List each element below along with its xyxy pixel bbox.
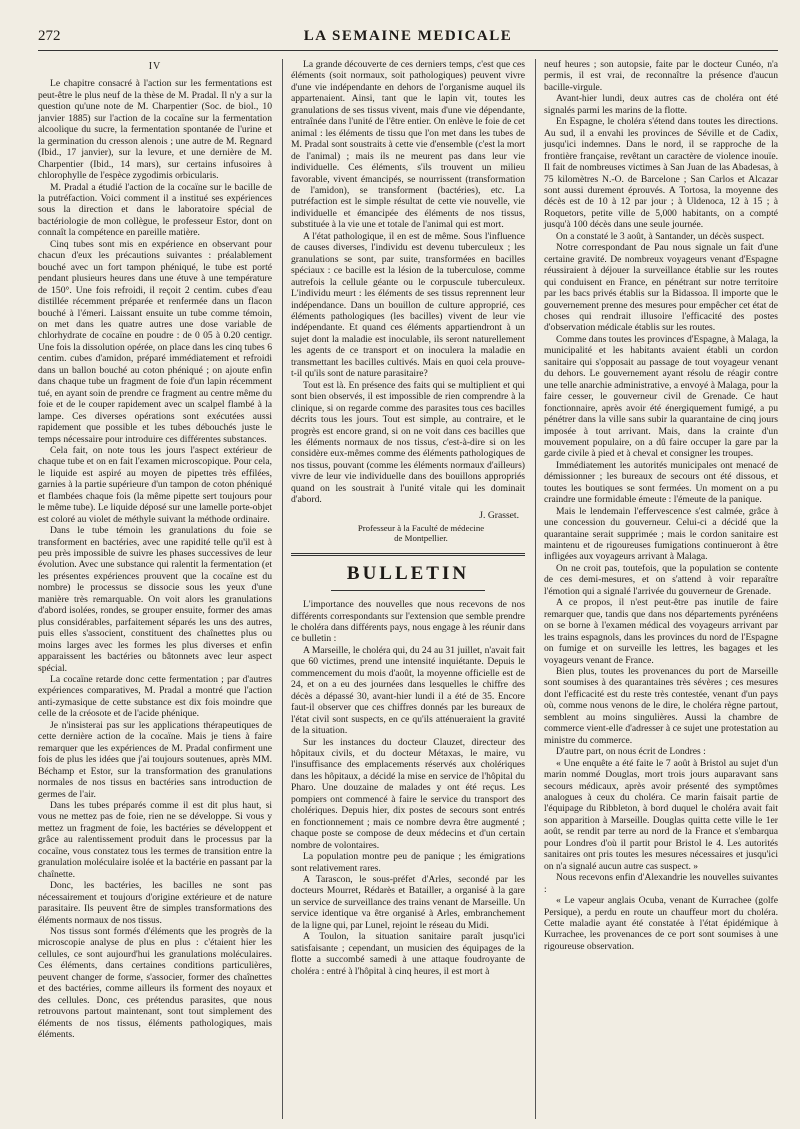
paragraph: A Toulon, la situation sanitaire paraît jusqu'ici satisfaisante ; cependant, un musicien des équipages de la flotte a succombé samedi à une attaque foudroyante de choléra : entré à l'hôpital à cinq heures, il est mort à: [291, 931, 525, 977]
journal-title: LA SEMAINE MEDICALE: [303, 28, 513, 44]
paragraph: Donc, les bactéries, les bacilles ne sont pas nécessairement et toujours d'origine extérieure et de nature parasitaire. Ils peuvent être de simples transformations des éléments normaux de nos tissus.: [38, 880, 272, 926]
paragraph: Cela fait, on note tous les jours l'aspect extérieur de chaque tube et on en fait l'examen microscopique. Pour cela, le liquide est aspiré au moyen de pipettes très effilées, garnies à la partie supérieure d'un tampon de coton phéniqué et flambées chaque fois (la même pipette sert toujours pour le même tube). Le liquide déposé sur une lamelle porte-objet est coloré au violet de méthyle suivant la méthode ordinaire.: [38, 444, 272, 525]
paragraph: Bien plus, toutes les provenances du port de Marseille sont soumises à des quarantaines très sévères ; ces mesures dont l'efficacité est du reste très contestée, venant d'un pays où, comme nous venons de le dire, le choléra règne partout, semblent au moins singulières. Aussi la chambre de commerce vient-elle d'adresser à ce sujet une protestation au ministre du commerce.: [544, 666, 778, 746]
text-columns: [38, 59, 778, 1119]
paragraph: Comme dans toutes les provinces d'Espagne, à Malaga, la municipalité et les habitants avaient établi un cordon sanitaire qui s'opposait au passage de tout voyageur venant du dehors. Le gouvernement ayant résolu de réagir contre une telle anarchie administrative, a envoyé à Malaga, pour la faire cesser, le gouverneur civil de Grenade. Ce haut fonctionnaire, après avoir été énergiquement fumigé, a pu pénétrer dans la ville sans subir la quarantaine de cinq jours imposée à tout arrivant. Mais, dans la crainte d'un mouvement populaire, on a dû faire occuper la gare par la garde civile à pied et à cheval et consigner les troupes.: [544, 333, 778, 460]
paragraph: A Tarascon, le sous-préfet d'Arles, secondé par les docteurs Mourret, Rédarès et Batailler, a organisé à la gare un service de surveillance des trains venant de Marseille. Un service identique va être organisé à Arles, embranchement de la ligne qui, par Lunel, rejoint le réseau du Midi.: [291, 874, 525, 931]
bulletin-heading: BULLETIN: [346, 563, 470, 585]
affiliation-line: Professeur à la Faculté de médecine: [357, 523, 485, 534]
paragraph: Nous recevons enfin d'Alexandrie les nouvelles suivantes :: [544, 872, 778, 895]
paragraph: D'autre part, on nous écrit de Londres :: [556, 746, 706, 758]
paragraph: Je n'insisterai pas sur les applications thérapeutiques de cette dernière action de la cocaïne. Mais je tiens à faire remarquer que les expériences de M. Pradal confirment une fois de plus les idées que j'ai toujours soutenues, après MM. Béchamp et Estor, sur la transformation des granulations normales de nos tissus en bactéries sans introduction de germes de l'air.: [38, 719, 272, 800]
paragraph: Immédiatement les autorités municipales ont menacé de démissionner ; les bureaux de secours ont été dissous, et toutes les boutiques se sont fermées. Un moment on a pu craindre une formidable émeute : l'émeute de la panique.: [544, 459, 778, 506]
heading-rule: [331, 590, 485, 591]
paragraph: Le chapitre consacré à l'action sur les fermentations est peut-être le plus neuf de la thèse de M. Pradal. Il n'y a sur la question qu'une note de M. Charpentier (Soc. de biol., 10 janvier 1885) sur l'action de la cocaïne sur la fermentation alcoolique du sucre, la fermentation spontanée de l'urine et la germination du cresson alenois ; une autre de M. Regnard (Ibid., 17 janvier), sur la levure, et une dernière de M. Charpentier (Ibid., 14 mars), sur certains infusoires à chlorophylle de l'espèce zygodimis orbicularis.: [38, 78, 272, 182]
section-divider: [291, 553, 525, 556]
paragraph: M. Pradal a étudié l'action de la cocaïne sur le bacille de la putréfaction. Voici comment il a institué ses expériences sous la direction et dans le laboratoire spécial de bactériologie de mon collègue, le professeur Estor, dont on connaît la compétence en pareille matière.: [38, 181, 272, 239]
column-1: [38, 59, 272, 1119]
page-number: 272: [38, 28, 61, 44]
paragraph: « Une enquête a été faite le 7 août à Bristol au sujet d'un marin nommé Douglas, mort trois jours auparavant sans secours médicaux, après avoir présenté des symptômes analogues à ceux du choléra. Ce marin faisait partie de l'équipage du Ribbleton, à bord duquel le choléra avait fait son apparition à Marseille. Douglas quitta cette ville le 1er août, se rendit par terre au nord de la France et s'embarqua pour Londres d'où il partit pour Bristol le 4. Les autorités sanitaires ont pris toutes les mesures nécessaires et jusqu'ici on n'a signalé aucun autre cas suspect. »: [544, 757, 778, 872]
paragraph: On ne croit pas, toutefois, que la population se contente de ces demi-mesures, et on s'attend à voir reparaître l'émotion qui a signalé l'arrivée du gouverneur de Grenade.: [544, 562, 778, 597]
paragraph: A Marseille, le choléra qui, du 24 au 31 juillet, n'avait fait que 60 victimes, prend une intensité inquiétante. Depuis le commencement du mois d'août, la moyenne officielle est de 24, et on a eu des journées dans lesquelles le chiffre des décès a dépassé 30, avant-hier lundi il a été de 35. Encore faut-il observer que ces chiffres donnés par les bureaux de l'état civil sont suspects, en ce qu'ils atténueraient la gravité de la situation.: [291, 644, 525, 737]
paragraph: Nos tissus sont formés d'éléments que les progrès de la microscopie analyse de plus en plus : c'étaient hier les cellules, ce sont aujourd'hui les granulations moléculaires. Ces éléments, dans certaines conditions particulières, peuvent changer de forme, s'associer, former des chaînettes et des bactéries, comme ailleurs ils forment des noyaux et des cellules. Donc, ces prétendus parasites, que nous retrouvons partout maintenant, sont tout simplement des éléments de nos tissus, éléments pathologiques, mais éléments.: [38, 925, 272, 1041]
column-2: [282, 59, 525, 1119]
section-number: IV: [148, 61, 162, 72]
paragraph: La grande découverte de ces derniers temps, c'est que ces éléments (soit normaux, soit pathologiques) peuvent vivre d'une vie indépendante en dehors de l'organisme auquel ils appartenaient. Ainsi, tant que le lapin vit, toutes les granulations de ses tissus vivent, mais d'une vie dépendante, entraînée dans l'unité de l'être entier. On enlève le foie de cet animal : les éléments de tissu que l'on met dans les tubes de M. Pradal sont soustraits à cette vie d'ensemble (c'est la mort de l'animal) ; mais ils ne meurent pas dans leur vie individuelle. Ces éléments, s'ils trouvent un milieu favorable, vivent émancipés, se nourrissent (transformation de l'amidon), se transforment (bactéries), etc. La putréfaction est le simple résultat de cette vie nouvelle, vie individuelle et émancipée des éléments de nos tissus, substituée à la vie une et totale de l'animal qui est mort.: [291, 59, 525, 231]
paragraph: La cocaïne retarde donc cette fermentation ; par d'autres expériences comparatives, M. Pradal a montré que l'action anti-zymasique de cette substance est dix fois moindre que celle de la créosote et de l'acide phénique.: [38, 674, 272, 720]
paragraph: Sur les instances du docteur Clauzet, directeur des hôpitaux civils, et du docteur Métaxas, le maire, vu l'insuffisance des emplacements réservés aux cholériques dans les hôpitaux, a décidé la mise en service de l'hôpital du Pharo. Une douzaine de malades y ont été reçus. Les pompiers ont commencé à faire le service du transport des cholériques. Depuis hier, dix postes de secours sont entrés en fonctionnement ; mais ce nombre devra être augmenté ; chaque poste se compose de deux médecins et d'un certain nombre de volontaires.: [291, 736, 525, 851]
affiliation-line: de Montpellier.: [394, 533, 448, 544]
author-signature: J. Grasset.: [479, 509, 519, 521]
paragraph: Cinq tubes sont mis en expérience en observant pour chacun d'eux les précautions suivantes : préalablement bouché avec un fort tampon phéniqué, le tube est porté pendant plusieurs heures dans une étuve à une température de 150°. Une fois refroidi, il reçoit 2 centim. cubes d'eau distillée récemment préparée et renfermée dans un flacon bouché à l'émeri. Laissant ensuite un tube comme témoin, on met dans les quatre autres une dose variable de chlorhydrate de cocaïne en poudre : de 0 05 à 0.20 centigr. Une fois la dissolution opérée, on place dans les cinq tubes 6 centim. cubes d'amidon, préparé immédiatement et refroidi dans un ballon bouché au coton phéniqué ; on ajoute enfin dans chaque tube un fragment de foie d'un lapin récemment tué, en ayant soin de prendre ce fragment au centre même du foie et de le couper rapidement avec un scalpel flambé à la lampe. Ces diverses opérations sont exécutées aussi rapidement que possible et les tubes débouchés juste le temps nécessaire pour introduire ces différentes substances.: [38, 238, 272, 445]
running-head: [38, 28, 778, 51]
paragraph: Avant-hier lundi, deux autres cas de choléra ont été signalés parmi les marins de la flotte.: [544, 93, 778, 116]
paragraph: L'importance des nouvelles que nous recevons de nos différents correspondants sur l'extension que semble prendre le choléra dans différents pays, nous engage à les réunir dans ce bulletin :: [291, 599, 525, 645]
paragraph: La population montre peu de panique ; les émigrations sont relativement rares.: [291, 851, 525, 874]
paragraph: neuf heures ; son autopsie, faite par le docteur Cunéo, n'a permis, il est vrai, de reconnaître la présence d'aucun bacille-virgule.: [544, 59, 778, 93]
paragraph: Tout est là. En présence des faits qui se multiplient et qui sont bien observés, il est impossible de rien comprendre à la clinique, si on regarde comme des parasites tous ces bacilles décrits tous les jours. Tout est simple, au contraire, et le progrès est encore grand, si on ne voit dans ces bacilles que les éléments normaux de nos tissus, c'est-à-dire si on les considère eux-mêmes comme des éléments pathologiques de nos tissus, pouvant (comme les éléments normaux d'ailleurs) vivre de leur vie individuelle dans des bouillons appropriés quand on les soustrait à l'unité vitale qui les dominait d'abord.: [291, 379, 525, 506]
paragraph: « Le vapeur anglais Ocuba, venant de Kurrachee (golfe Persique), a perdu en route un chauffeur mort du choléra. Cette maladie ayant été constatée à l'état épidémique à Kurrachee, les provenances de ce port sont soumises à une rigoureuse observation.: [544, 895, 778, 952]
paragraph: A ce propos, il n'est peut-être pas inutile de faire remarquer que, tandis que dans nos départements pyrénéens on se borne à l'examen médical des voyageurs arrivant par les trains espagnols, dans les provinces du nord de l'Espagne on fumige et on surveille les lettres, les bagages et les voyageurs venant de France.: [544, 597, 778, 666]
paragraph: Notre correspondant de Pau nous signale un fait d'une certaine gravité. De nombreux voyageurs venant d'Espagne réussiraient à déjouer la surveillance établie sur les routes qui conduisent en France, en pénétrant sur notre territoire par les bacs privés établis sur la Bidassoa. Il importe que le gouvernement prenne des mesures pour empêcher cet état de choses qui rendrait illusoire l'efficacité des postes d'observation médicale établis sur les routes.: [544, 242, 778, 334]
paragraph: En Espagne, le choléra s'étend dans toutes les directions. Au sud, il a envahi les provinces de Séville et de Cadix, jusqu'ici indemnes. Dans le nord, il se rapproche de la frontière française, revêtant un caractère de violence inouïe. Il fait de nombreuses victimes à San Juan de las Abadesas, à 75 kilomètres N.-O. de Barcelone ; San Carlos et Alcazar sont aussi durement éprouvés. A Tortosa, la moyenne des décès est de 10 à 12 par jour ; à Uldenoca, 12 à 15 ; à Roquetors, petite ville de 5,000 habitants, on a compté jusqu'à 100 décès dans une seule journée.: [544, 116, 778, 231]
paragraph: A l'état pathologique, il en est de même. Sous l'influence de causes diverses, l'individu est devenu tuberculeux ; les granulations se sont, par suite, transformées en bacilles spéciaux : ce bacille est la lésion de la tuberculose, comme autrefois la cellule géante ou le corpuscule tuberculeux. L'individu meurt : les éléments de ses tissus reprennent leur indépendance. Dans un bouillon de culture approprié, ces éléments pathologiques (les bacilles) vivent de leur vie indépendante. Et quand ces éléments appartiendront à un sujet dont la maladie est inoculable, ils seront naturellement les agents de ce transport et on inoculera la maladie en transmettant les bacilles cultivés. Mais en quoi cela prouve-t-il qu'ils sont de nature parasitaire?: [291, 230, 525, 380]
paragraph: Dans les tubes préparés comme il est dit plus haut, si vous ne mettez pas de foie, rien ne se développe. Si vous y mettez un fragment de foie, les bactéries se développent et grâce au ralentissement produit dans le processus par la cocaïne, vous constatez tous les termes de transition entre la granulation moléculaire isolée et la bactérie en passant par la chaînette.: [38, 800, 272, 880]
paragraph: Dans le tube témoin les granulations du foie se transforment en bactéries, avec une rapidité telle qu'il est à peu près impossible de suivre les phases successives de leur évolution. Avec une substance qui ralentit la fermentation (et les présentes expériences prouvent que la cocaïne est du nombre) le processus se dissocie sous les yeux d'une manière très remarquable. On voit alors les granulations d'abord isolées, rondes, se grouper ensuite, former des amas plus considérables, parfaitement séparés les uns des autres, puis elles s'associent, constituent des chaînettes plus ou moins larges avec les formes les plus diverses et enfin apparaissent les bactéries ou bâtonnets avec leur aspect spécial.: [38, 525, 272, 674]
author-affiliation: [317, 523, 525, 543]
column-3: [535, 59, 778, 1119]
paragraph: On a constaté le 3 août, à Santander, un décès suspect.: [556, 230, 765, 242]
paragraph: Mais le lendemain l'effervescence s'est calmée, grâce à une concession du gouverneur. Celui-ci a décidé que la quarantaine serait supprimée ; mais le cordon sanitaire est maintenu et de rigoureuses fumigations continueront à être infligées aux voyageurs arrivant à Malaga.: [544, 505, 778, 563]
